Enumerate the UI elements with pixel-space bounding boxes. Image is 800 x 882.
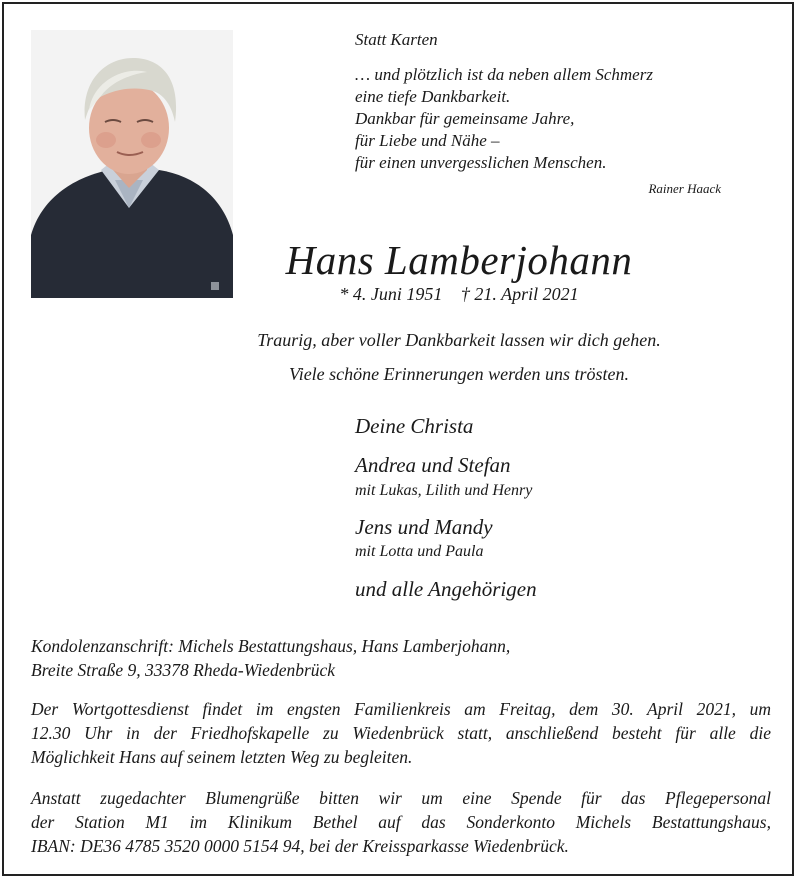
text-line: Der Wortgottesdienst findet im engsten Familienkreis am Freitag, dem 30. April 2021, um (31, 699, 771, 719)
text-line: 12.30 Uhr in der Friedhofskapelle zu Wiedenbrück statt, anschließend besteht für alle die (31, 723, 771, 743)
text-line: Breite Straße 9, 33378 Rheda-Wiedenbrück (31, 660, 336, 680)
poem-line: für Liebe und Nähe – (355, 131, 500, 150)
family-group-kids: mit Lukas, Lilith und Henry (355, 482, 533, 499)
family-spouse: Deine Christa (355, 414, 474, 438)
poem-line: Dankbar für gemeinsame Jahre, (355, 109, 575, 128)
family-group-kids: mit Lotta und Paula (355, 543, 484, 560)
poem (355, 64, 653, 174)
mourning-line: Viele schöne Erinnerungen werden uns trösten. (289, 364, 629, 384)
service-info (31, 697, 771, 769)
death-date: † 21. April 2021 (460, 284, 579, 304)
poem-line: … und plötzlich ist da neben allem Schmerz (355, 65, 653, 84)
family-group-name: Andrea und Stefan (355, 453, 511, 477)
deceased-name: Hans Lamberjohann (285, 237, 633, 283)
condolence-address (31, 634, 771, 682)
life-dates (0, 284, 800, 305)
mourning-line: Traurig, aber voller Dankbarkeit lassen wir dich gehen. (257, 330, 661, 350)
poem-line: für einen unvergesslichen Menschen. (355, 153, 607, 172)
family-group-name: Jens und Mandy (355, 515, 493, 539)
text-line: der Station M1 im Klinikum Bethel auf das Sonderkonto Michels Bestattungshaus, (31, 812, 771, 832)
text-line: IBAN: DE36 4785 3520 0000 5154 94, bei der Kreissparkasse Wiedenbrück. (31, 836, 569, 856)
statt-karten-label: Statt Karten (355, 30, 438, 49)
text-line: Anstatt zugedachter Blumengrüße bitten wir um eine Spende für das Pflegepersonal (31, 788, 771, 808)
poem-line: eine tiefe Dankbarkeit. (355, 87, 511, 106)
birth-date: * 4. Juni 1951 (339, 284, 443, 304)
text-line: Kondolenzanschrift: Michels Bestattungshaus, Hans Lamberjohann, (31, 636, 511, 656)
donation-info (31, 786, 771, 858)
poem-author: Rainer Haack (648, 181, 721, 196)
text-line: Möglichkeit Hans auf seinem letzten Weg zu begleiten. (31, 747, 413, 767)
family-others: und alle Angehörigen (355, 577, 537, 601)
